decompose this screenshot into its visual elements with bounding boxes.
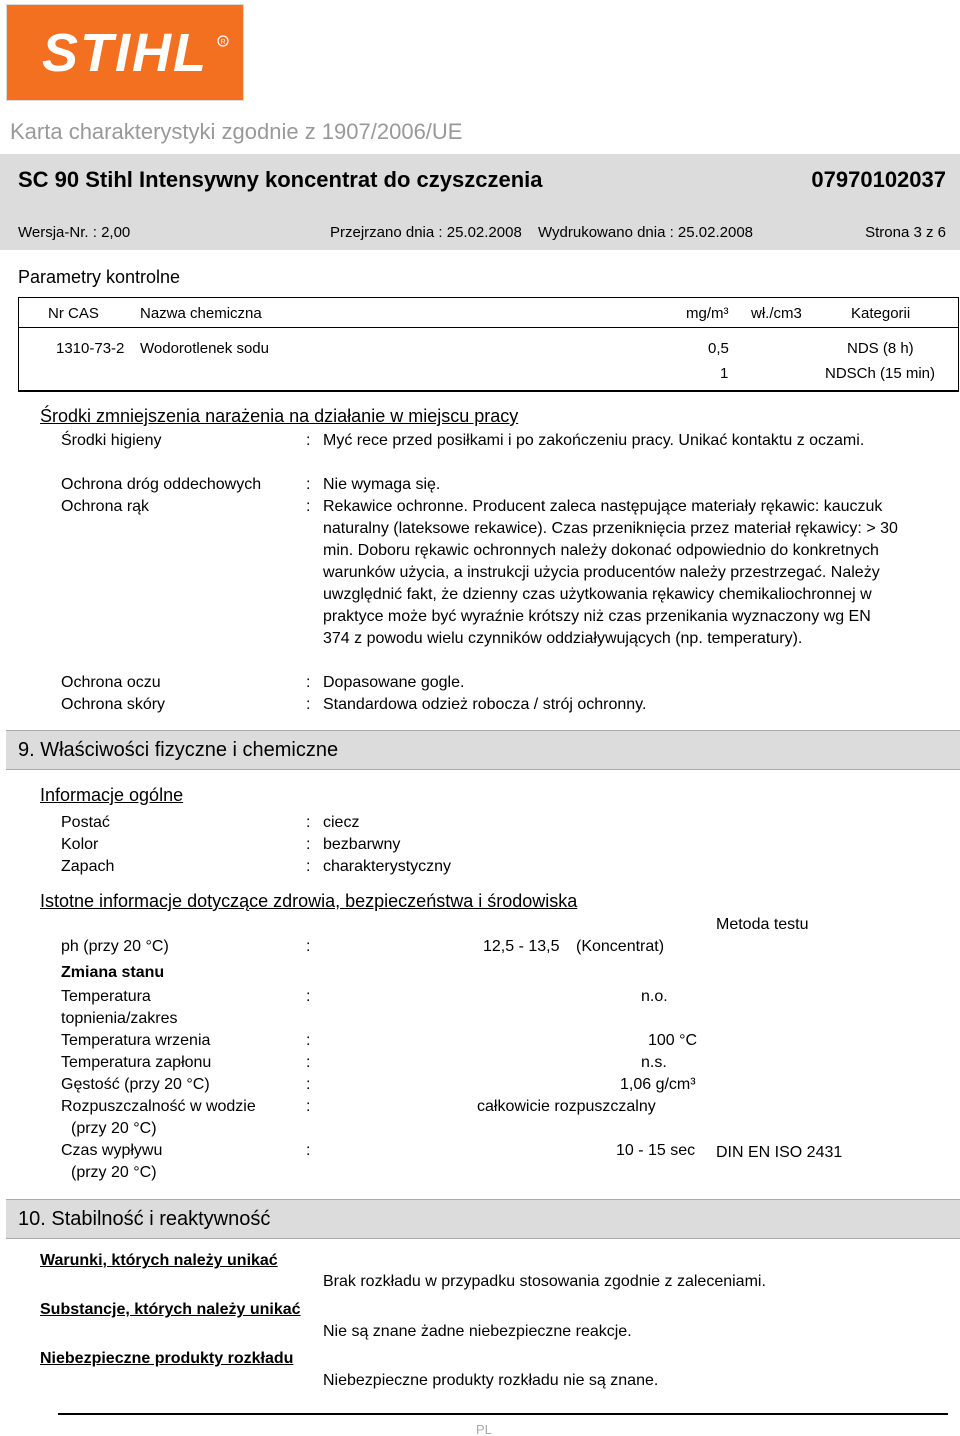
avoid-substances-label: Substancje, których należy unikać	[40, 1301, 301, 1318]
colon: :	[306, 988, 311, 1005]
header-category: Kategorii	[851, 305, 911, 322]
table-bottom-border	[18, 390, 958, 392]
table-header-border	[18, 327, 958, 328]
table-right-border	[958, 297, 959, 392]
version-number: Wersja-Nr. : 2,00	[18, 224, 131, 241]
row-cas: 1310-73-2	[56, 340, 125, 357]
solubility-label-line1: Rozpuszczalność w wodzie	[61, 1098, 256, 1115]
state-change-heading: Zmiana stanu	[61, 964, 165, 981]
colon: :	[306, 938, 311, 955]
method-header: Metoda testu	[716, 916, 809, 933]
colon: :	[306, 432, 311, 449]
general-info-title: Informacje ogólne	[40, 785, 184, 805]
form-label: Postać	[61, 814, 110, 831]
odor-value: charakterystyczny	[323, 858, 452, 875]
flow-method: DIN EN ISO 2431	[716, 1144, 843, 1161]
hands-value: Rekawice ochronne. Producent zaleca następujące materiały rękawic: kauczuk naturalny (lateksowe rekawice). Czas przeniknięcia przez materiał rękawicy: > 30 min. Doboru rękawic ochronnych należy dokonać odpowiednio do konkretnych warunków użycia, a instrukcji użycia producentów należy przestrzegać. Należy uwzględnić fakt, że dzienny czas użytkowania rękawicy chemikaliochronnej w praktyce może być wyraźnie krótszy niż czas przenikania wyznaczony wg EN 374 z powodu wielu czynników oddziaływujących (np. temperatury).	[323, 498, 898, 647]
density-value: 1,06 g/cm³	[620, 1076, 696, 1093]
avoid-conditions-value: Brak rozkładu w przypadku stosowania zgodnie z zaleceniami.	[323, 1273, 766, 1290]
odor-label: Zapach	[61, 858, 115, 875]
flow-label-line2: (przy 20 °C)	[71, 1164, 157, 1181]
colon: :	[306, 1142, 311, 1159]
review-date: Przejrzano dnia : 25.02.2008	[330, 224, 522, 241]
colon: :	[306, 836, 311, 853]
footer-rule	[58, 1413, 948, 1415]
density-label: Gęstość (przy 20 °C)	[61, 1076, 210, 1093]
hygiene-value: Myć rece przed posiłkami i po zakończeniu pracy. Unikać kontaktu z oczami.	[323, 432, 865, 449]
row2-mg: 1	[720, 365, 729, 382]
control-parameters-title: Parametry kontrolne	[18, 267, 181, 287]
respiratory-label: Ochrona dróg oddechowych	[61, 476, 262, 493]
skin-value: Standardowa odzież robocza / strój ochronny.	[323, 696, 647, 713]
header-mg: mg/m³	[686, 305, 729, 322]
avoid-substances-value: Nie są znane żadne niebezpieczne reakcje.	[323, 1323, 632, 1340]
table-top-border	[18, 297, 958, 298]
color-label: Kolor	[61, 836, 99, 853]
header-cas: Nr CAS	[48, 305, 99, 322]
product-number: 07970102037	[811, 167, 946, 192]
row-mg: 0,5	[708, 340, 729, 357]
colon: :	[306, 1098, 311, 1115]
row-name: Wodorotlenek sodu	[140, 340, 269, 357]
header-chemical-name: Nazwa chemiczna	[140, 305, 262, 322]
header-wl: wł./cm3	[751, 305, 802, 322]
ph-label: ph (przy 20 °C)	[61, 938, 169, 955]
colon: :	[306, 498, 311, 515]
table-left-border	[18, 297, 19, 392]
hands-label: Ochrona rąk	[61, 498, 150, 515]
page-number: Strona 3 z 6	[865, 224, 946, 241]
color-value: bezbarwny	[323, 836, 401, 853]
svg-text:STIHL: STIHL	[42, 23, 208, 83]
eyes-label: Ochrona oczu	[61, 674, 161, 691]
solubility-label-line2: (przy 20 °C)	[71, 1120, 157, 1137]
document-title: Karta charakterystyki zgodnie z 1907/2006/UE	[10, 119, 463, 144]
footer-language: PL	[476, 1422, 492, 1436]
eyes-value: Dopasowane gogle.	[323, 674, 465, 691]
form-value: ciecz	[323, 814, 360, 831]
row2-category: NDSCh (15 min)	[825, 365, 936, 382]
avoid-conditions-label: Warunki, których należy unikać	[40, 1252, 278, 1269]
flash-label: Temperatura zapłonu	[61, 1054, 212, 1071]
colon: :	[306, 1032, 311, 1049]
melting-value: n.o.	[641, 988, 668, 1005]
ph-note: (Koncentrat)	[576, 938, 665, 955]
decomposition-value: Niebezpieczne produkty rozkładu nie są znane.	[323, 1372, 659, 1389]
respiratory-value: Nie wymaga się.	[323, 476, 441, 493]
colon: :	[306, 696, 311, 713]
colon: :	[306, 1054, 311, 1071]
row-category: NDS (8 h)	[847, 340, 914, 357]
boiling-label: Temperatura wrzenia	[61, 1032, 211, 1049]
decomposition-label: Niebezpieczne produkty rozkładu	[40, 1350, 294, 1367]
melting-label-line2: topnienia/zakres	[61, 1010, 178, 1027]
hygiene-label: Środki higieny	[61, 432, 162, 449]
product-name: SC 90 Stihl Intensywny koncentrat do czyszczenia	[18, 167, 543, 192]
flow-value: 10 - 15 sec	[616, 1142, 696, 1159]
health-info-title: Istotne informacje dotyczące zdrowia, bezpieczeństwa i środowiska	[40, 891, 578, 911]
colon: :	[306, 858, 311, 875]
flash-value: n.s.	[641, 1054, 667, 1071]
svg-text:R: R	[220, 39, 226, 46]
colon: :	[306, 1076, 311, 1093]
melting-label-line1: Temperatura	[61, 988, 151, 1005]
colon: :	[306, 476, 311, 493]
section10-title: 10. Stabilność i reaktywność	[18, 1208, 271, 1230]
print-date: Wydrukowano dnia : 25.02.2008	[538, 224, 754, 241]
boiling-value: 100 °C	[648, 1032, 698, 1049]
flow-label-line1: Czas wypływu	[61, 1142, 163, 1159]
exposure-title: Środki zmniejszenia narażenia na działanie w miejscu pracy	[40, 406, 519, 426]
solubility-value: całkowicie rozpuszczalny	[477, 1098, 656, 1115]
skin-label: Ochrona skóry	[61, 696, 166, 713]
section9-title: 9. Właściwości fizyczne i chemiczne	[18, 739, 339, 761]
colon: :	[306, 814, 311, 831]
stihl-logo	[6, 4, 244, 101]
colon: :	[306, 674, 311, 691]
ph-value: 12,5 - 13,5	[483, 938, 560, 955]
